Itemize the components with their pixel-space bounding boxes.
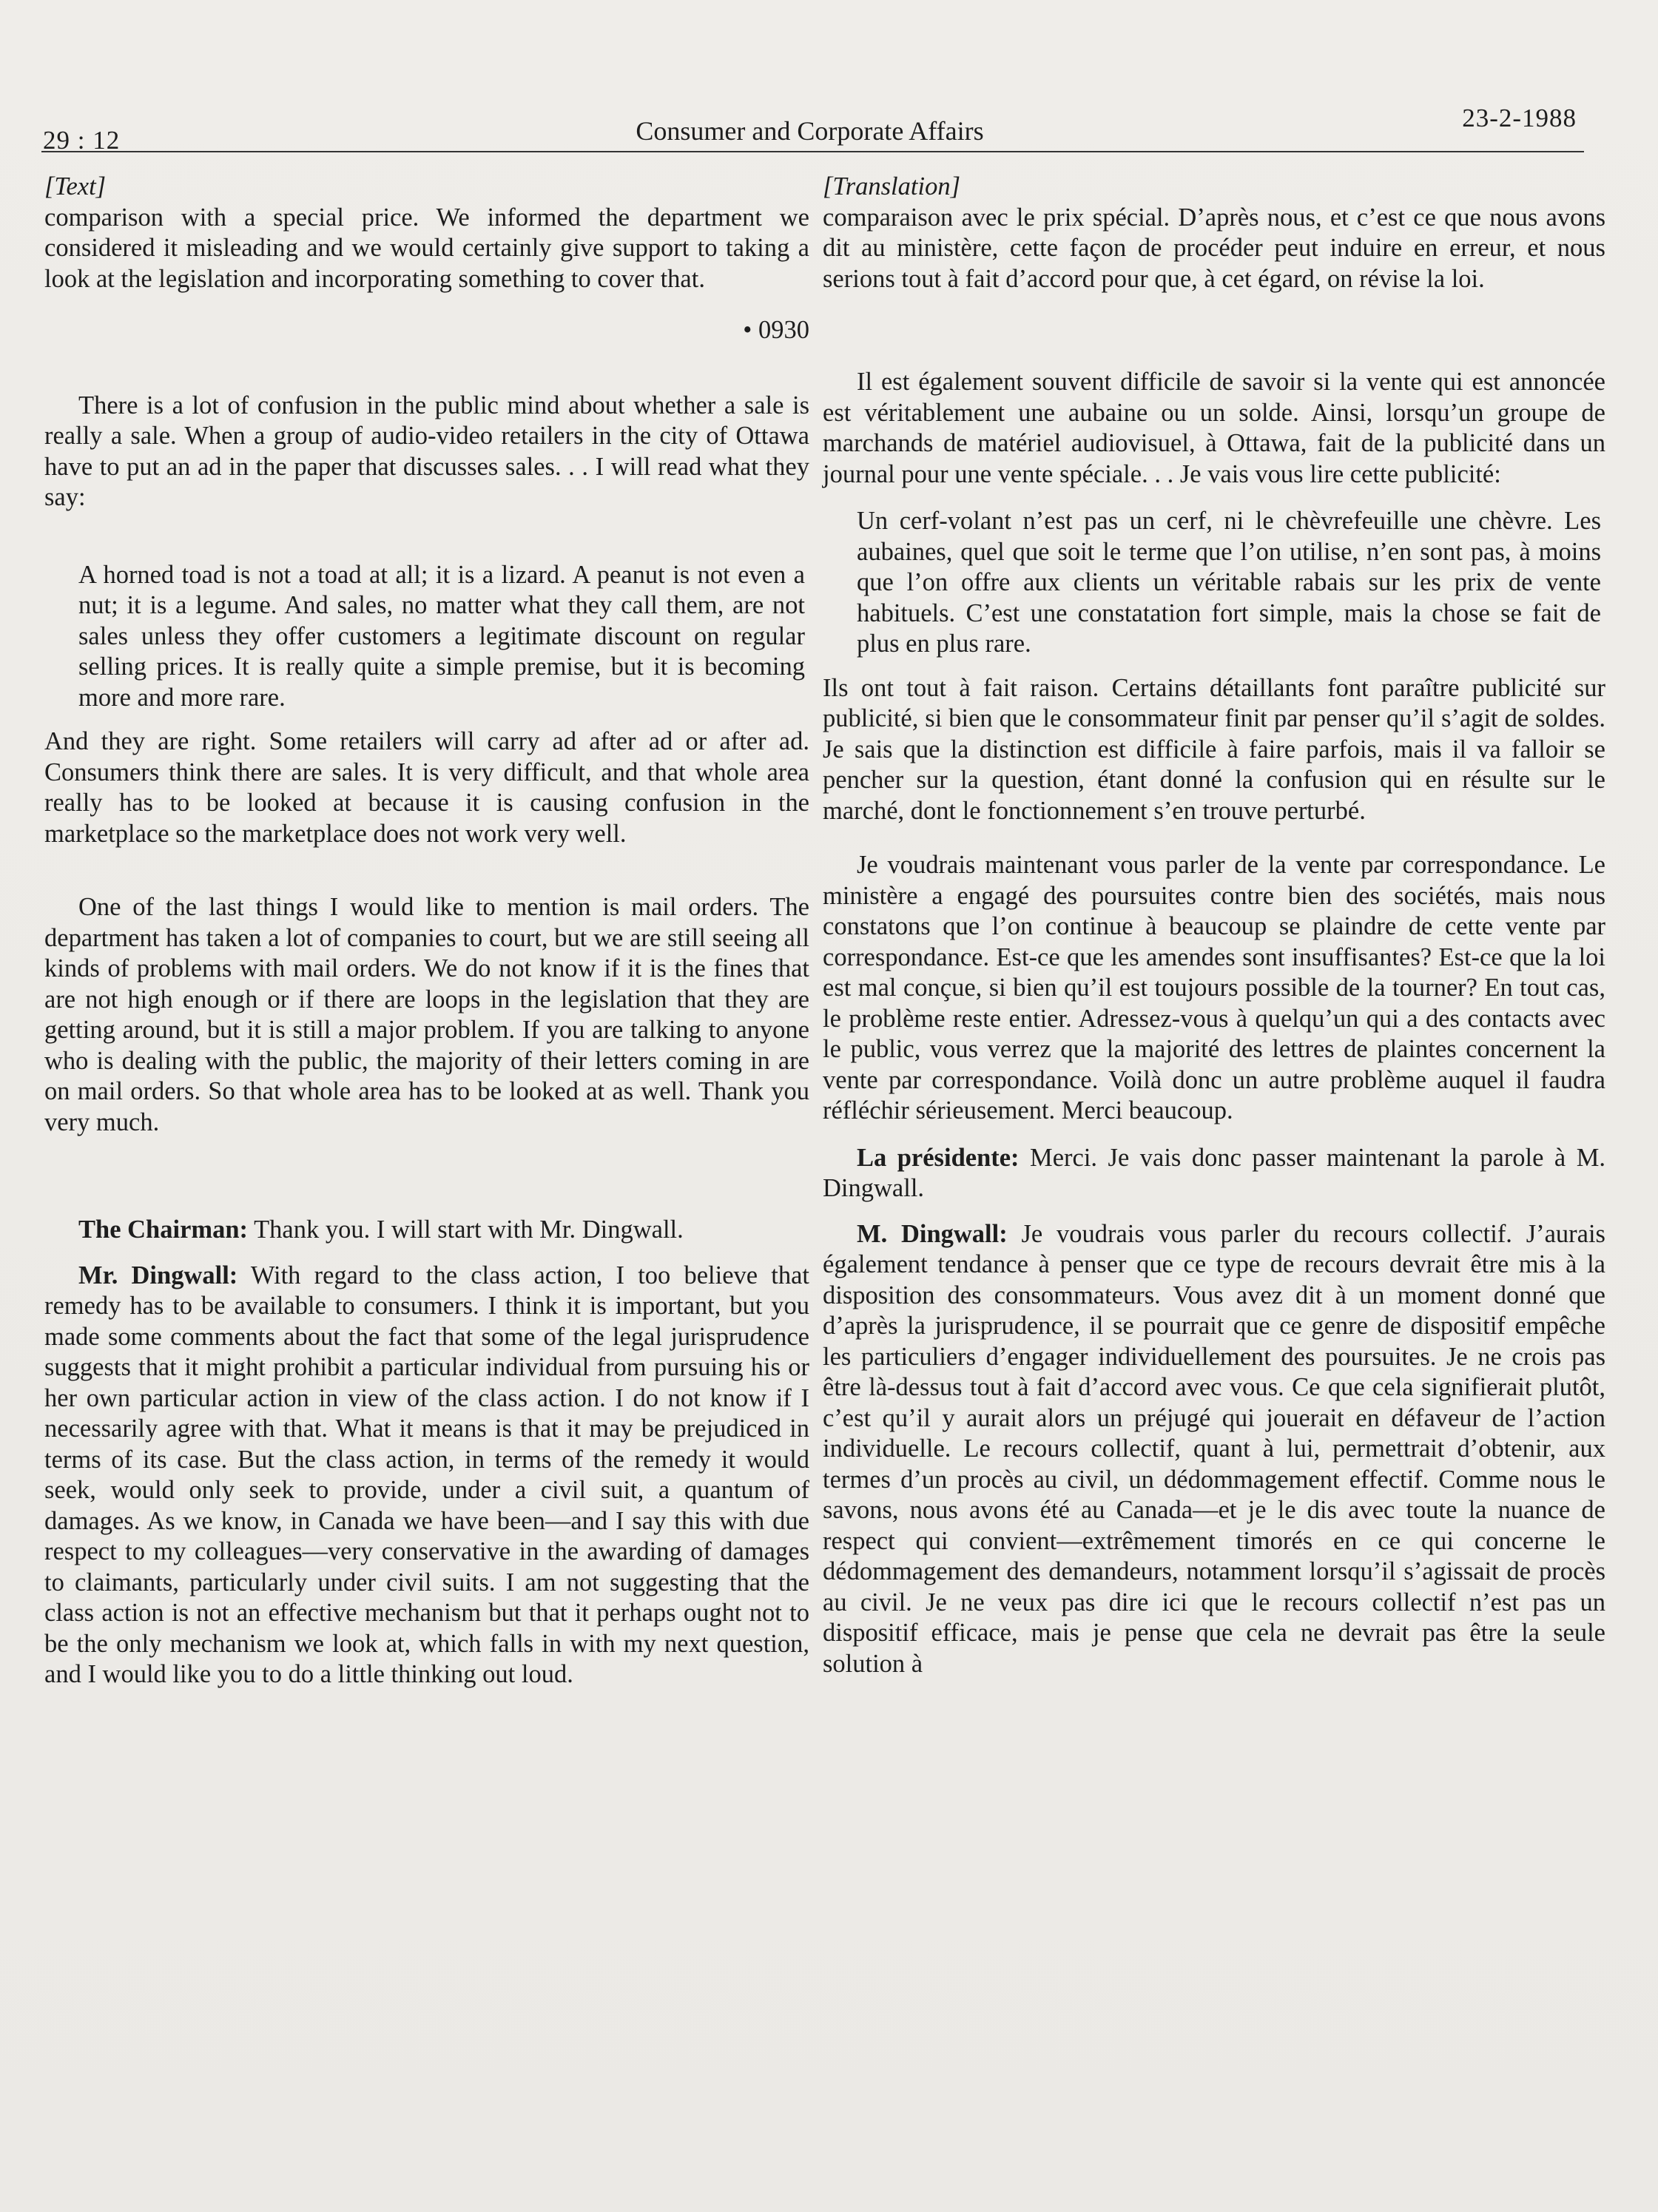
speech-text: Merci. Je vais donc passer maintenant la parole à M. Dingwall. xyxy=(823,1143,1605,1202)
timestamp: • 0930 xyxy=(743,316,809,344)
paragraph-dingwall xyxy=(44,1261,809,1690)
block-quote: Un cerf-volant n’est pas un cerf, ni le chèvrefeuille une chèvre. Les aubaines, quel que soit le terme que l’on utilise, n’en sont pas, à moins que l’on offre aux clients un véritable rabais sur les prix de vente habituels. C’est une constatation fort simple, mais la chose se fait de plus en plus rare. xyxy=(857,507,1601,658)
page-header xyxy=(43,104,1577,155)
paragraph: Il est également souvent difficile de savoir si la vente qui est annoncée est véritablement une aubaine ou un solde. Ainsi, lorsqu’un groupe de marchands de matériel audiovisuel, à Ottawa, fait de la publicité dans un journal pour une vente spéciale. . . Je vais vous lire cette publicité: xyxy=(823,368,1605,488)
page-date: 23-2-1988 xyxy=(1462,104,1577,132)
page-number: 29 : 12 xyxy=(43,126,121,155)
block-quote: A horned toad is not a toad at all; it is a lizard. A peanut is not even a nut; it is a legume. And sales, no matter what they call them, are not sales unless they offer customers a legitimate discount on regular selling prices. It is really quite a simple premise, but it is becoming more and more rare. xyxy=(78,560,805,712)
french-column xyxy=(823,172,1605,1679)
paragraph: And they are right. Some retailers will carry ad after ad or after ad. Consumers think there are sales. It is very difficult, and that whole area really has to be looked at because it is causing confusion in the marketplace so the marketplace does not work very well. xyxy=(44,727,809,848)
column-label-text: [Text] xyxy=(44,172,107,200)
speaker-name: The Chairman: xyxy=(78,1215,249,1244)
speaker-name: Mr. Dingwall: xyxy=(78,1261,238,1289)
paragraph: Ils ont tout à fait raison. Certains détaillants font paraître publicité sur publicité, si bien que le consommateur finit par penser qu’il s’agit de soldes. Je sais que la distinction est difficile à faire parfois, mais il va falloir se pencher sur la question, étant donné la confusion qui en résulte sur le marché, dont le fonctionnement s’en trouve perturbé. xyxy=(823,673,1605,825)
header-rule xyxy=(41,151,1584,152)
english-column xyxy=(44,172,809,1690)
paragraph: comparaison avec le prix spécial. D’après nous, et c’est ce que nous avons dit au ministère, cette façon de procéder peut induire en erreur, et nous serions tout à fait d’accord pour que, à cet égard, on révise la loi. xyxy=(823,203,1605,293)
paragraph: There is a lot of confusion in the public mind about whether a sale is really a sale. When a group of audio-video retailers in the city of Ottawa have to put an ad in the paper that discusses sales. . . I will read what they say: xyxy=(44,391,809,511)
paragraph: comparison with a special price. We informed the department we considered it misleading and we would certainly give support to taking a look at the legislation and incorporating something to cover that. xyxy=(44,203,809,293)
paragraph: One of the last things I would like to mention is mail orders. The department has taken a lot of companies to court, but we are still seeing all kinds of problems with mail orders. We do not know if it is the fines that are not high enough or if there are loops in the legislation that they are getting around, but it is still a major problem. If you are talking to anyone who is dealing with the public, the majority of their letters coming in are on mail orders. So that whole area has to be looked at as well. Thank you very much. xyxy=(44,893,809,1136)
speech-text: Je voudrais vous parler du recours collectif. J’aurais également tendance à penser que ce type de recours devrait être mis à la disposition des consommateurs. Vous avez dit à un moment donné que d’après la jurisprudence, il se pourrait que ce genre de dispositif empêche les particuliers d’engager individuellement des poursuites. Je ne crois pas être là-dessus tout à fait d’accord avec vous. Ce que cela signifierait plutôt, c’est qu’il y aurait alors un préjugé qui jouerait en défaveur de l’action individuelle. Le recours collectif, quant à lui, permettrait d’obtenir, aux termes d’un procès au civil, un dédommagement effectif. Comme nous le savons, nous avons été au Canada—et je le dis avec toute la nuance de respect qui convient—extrêmement timorés en ce qui concerne le dédommagement des demandeurs, notamment lorsqu’il s’agissait de procès au civil. Je ne veux pas dire ici que le recours collectif n’est pas un dispositif efficace, mais je pense que cela ne devrait pas être la seule solution à xyxy=(823,1219,1605,1678)
running-title: Consumer and Corporate Affairs xyxy=(636,116,984,146)
paragraph-chairman xyxy=(44,1215,809,1246)
paragraph-dingwall xyxy=(823,1219,1605,1680)
speech-text: Thank you. I will start with Mr. Dingwall. xyxy=(248,1215,684,1244)
column-label-translation: [Translation] xyxy=(823,172,960,200)
speaker-name: La présidente: xyxy=(857,1143,1020,1172)
paragraph-presidente xyxy=(823,1143,1605,1204)
paragraph: Je voudrais maintenant vous parler de la vente par correspondance. Le ministère a engagé des poursuites contre bien des sociétés, mais nous constatons que l’on continue à beaucoup se plaindre de cette vente par correspondance. Est-ce que les amendes sont insuffisantes? Est-ce que la loi est mal conçue, si bien qu’il est toujours possible de la tourner? En tout cas, le problème reste entier. Adressez-vous à quelqu’un qui a des contacts avec le public, vous verrez que la majorité des lettres de plaintes concernent la vente par correspondance. Voilà donc un autre problème auquel il faudra réfléchir sérieusement. Merci beaucoup. xyxy=(823,851,1605,1124)
speech-text: With regard to the class action, I too believe that remedy has to be available to consumers. I think it is important, but you made some comments about the fact that some of the legal jurisprudence suggests that it might prohibit a particular individual from pursuing his or her own particular action in view of the class action. I do not know if I necessarily agree with that. What it means is that it may be prejudiced in terms of its case. But the class action, in terms of the remedy it would seek, would only seek to provide, under a civil suit, a quantum of damages. As we know, in Canada we have been—and I say this with due respect to my colleagues—very conservative in the awarding of damages to claimants, particularly under civil suits. I am not suggesting that the class action is not an effective mechanism but that it perhaps ought not to be the only mechanism we look at, which falls in with my next question, and I would like you to do a little thinking out loud. xyxy=(44,1261,809,1688)
speaker-name: M. Dingwall: xyxy=(857,1219,1008,1248)
